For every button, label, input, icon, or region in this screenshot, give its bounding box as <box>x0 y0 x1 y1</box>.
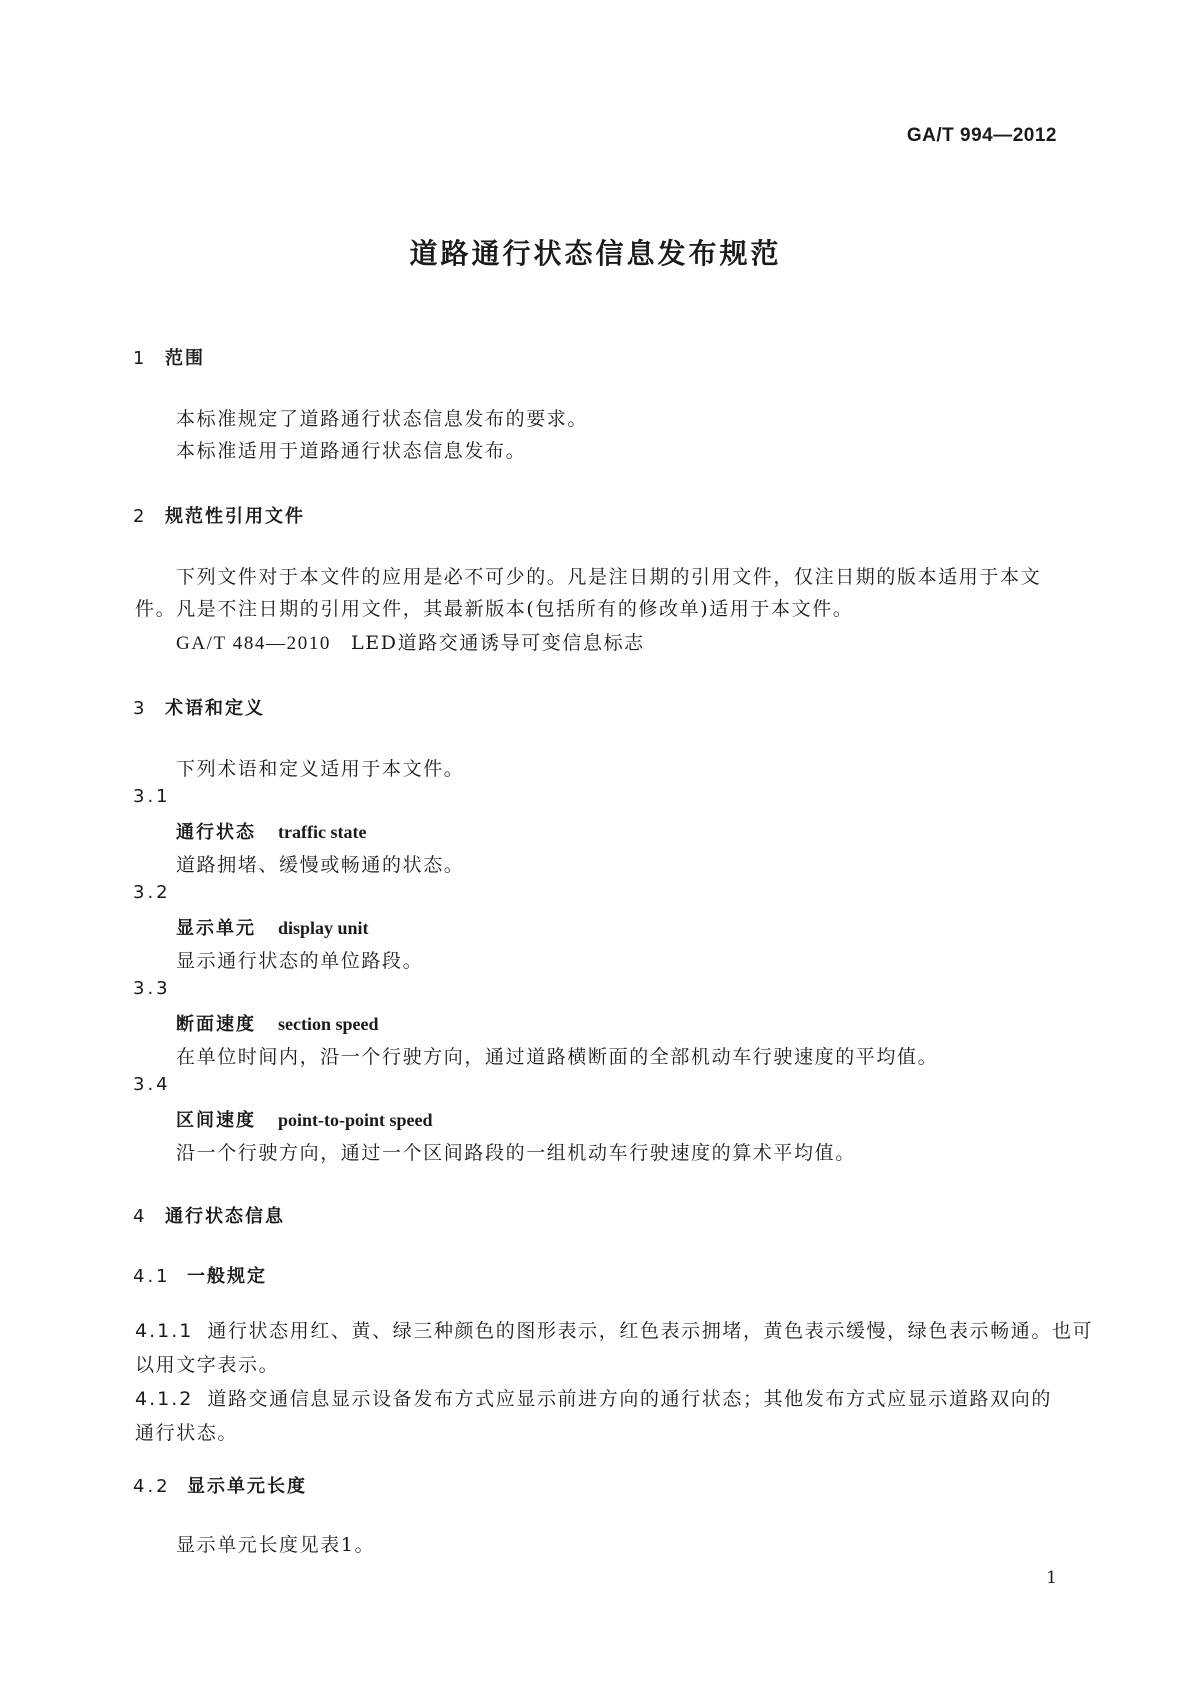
clause: 4.1.1 通行状态用红、黄、绿三种颜色的图形表示，红色表示拥堵，黄色表示缓慢，绿色表示畅通。也可 <box>135 1320 1094 1342</box>
normative-reference <box>176 628 645 655</box>
term-definition: 在单位时间内，沿一个行驶方向，通过道路横断面的全部机动车行驶速度的平均值。 <box>176 1046 939 1068</box>
term-number: 3.2 <box>133 882 171 903</box>
clause-continuation: 以用文字表示。 <box>135 1354 280 1376</box>
section-heading: 4 通行状态信息 <box>133 1206 285 1227</box>
section-heading: 2 规范性引用文件 <box>133 506 305 527</box>
clause: 4.1.2 道路交通信息显示设备发布方式应显示前进方向的通行状态；其他发布方式应显示道路双向的 <box>135 1388 1052 1410</box>
paragraph: 本标准适用于道路通行状态信息发布。 <box>176 440 527 462</box>
reference-title: LED道路交通诱导可变信息标志 <box>351 632 645 654</box>
term-name: 断面速度 section speed <box>176 1014 379 1035</box>
term-number: 3.4 <box>133 1074 171 1095</box>
reference-code: GA/T 484—2010 <box>176 633 332 654</box>
standard-code: GA/T 994—2012 <box>906 125 1057 146</box>
document-title: 道路通行状态信息发布规范 <box>409 237 782 270</box>
paragraph: 本标准规定了道路通行状态信息发布的要求。 <box>176 408 589 430</box>
term-number: 3.3 <box>133 978 171 999</box>
section-heading: 3 术语和定义 <box>133 698 265 719</box>
term-definition: 沿一个行驶方向，通过一个区间路段的一组机动车行驶速度的算术平均值。 <box>176 1142 856 1164</box>
term-name: 通行状态 traffic state <box>176 822 367 843</box>
term-definition: 显示通行状态的单位路段。 <box>176 950 424 972</box>
subsection-heading: 4.2 显示单元长度 <box>133 1476 307 1497</box>
section-heading: 1 范围 <box>133 348 205 369</box>
subsection-heading: 4.1 一般规定 <box>133 1266 267 1287</box>
clause-number: 4.1.1 <box>135 1320 194 1342</box>
paragraph: 件。凡是不注日期的引用文件，其最新版本(包括所有的修改单)适用于本文件。 <box>135 598 854 620</box>
page-number: 1 <box>1046 1568 1057 1588</box>
term-name: 显示单元 display unit <box>176 918 369 939</box>
term-name: 区间速度 point-to-point speed <box>176 1110 433 1131</box>
clause-number: 4.1.2 <box>135 1388 194 1410</box>
term-number: 3.1 <box>133 786 171 807</box>
paragraph: 下列术语和定义适用于本文件。 <box>176 758 465 780</box>
term-definition: 道路拥堵、缓慢或畅通的状态。 <box>176 854 465 876</box>
clause-continuation: 通行状态。 <box>135 1422 239 1444</box>
paragraph: 显示单元长度见表1。 <box>176 1534 376 1556</box>
paragraph: 下列文件对于本文件的应用是必不可少的。凡是注日期的引用文件，仅注日期的版本适用于本文 <box>176 566 1042 588</box>
